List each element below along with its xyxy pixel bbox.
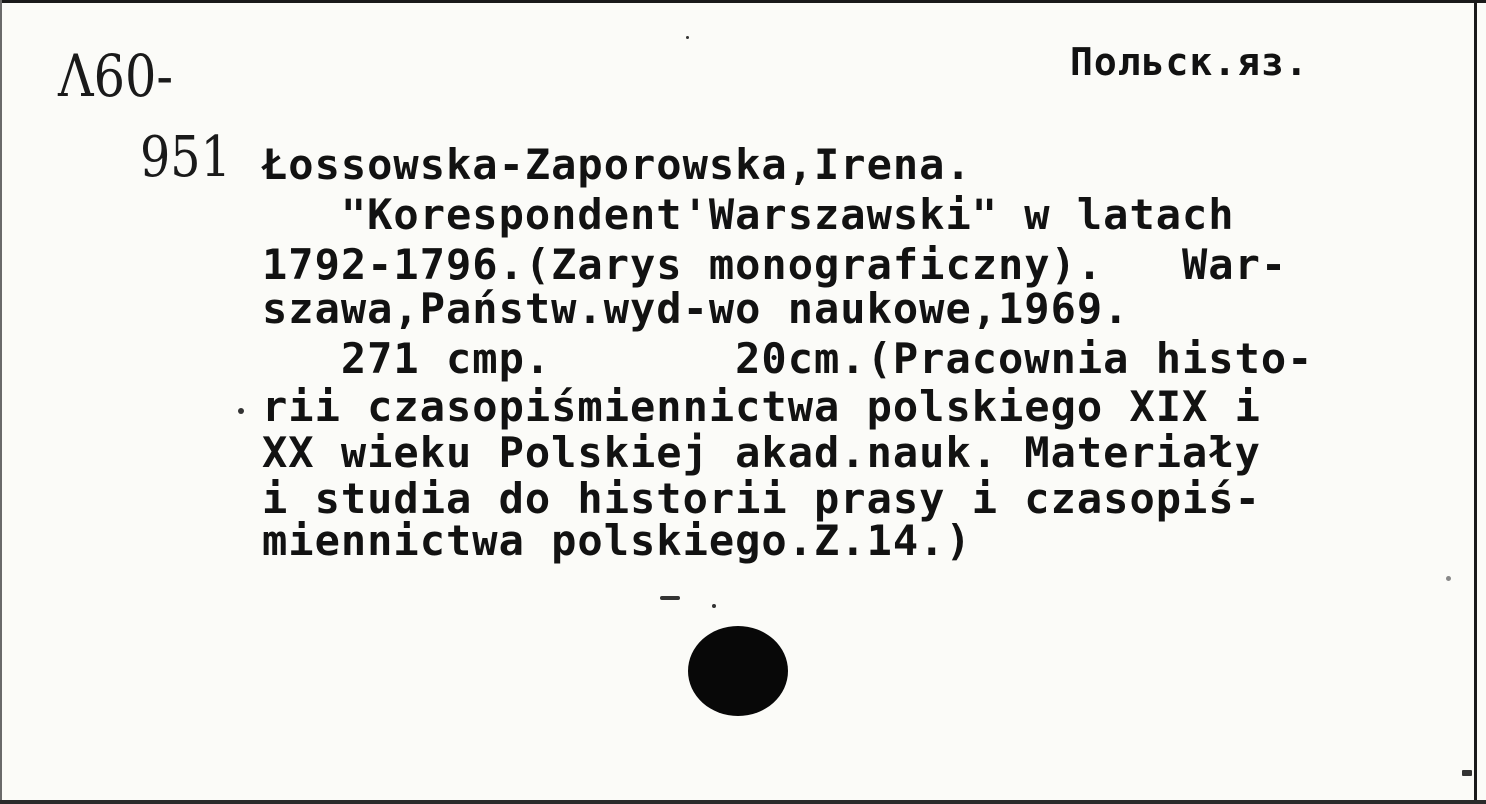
ink-speck [1462,770,1472,776]
author-line: Łossowska-Zaporowska,Irena. [262,140,972,189]
collation-line: 271 cmp. 20cm.(Pracownia histo- [262,334,1314,383]
ink-speck [238,408,244,414]
imprint-line: szawa,Państw.wyd-wo naukowe,1969. [262,284,1130,333]
card-punch-hole [688,626,788,716]
ink-speck [660,596,680,600]
language-heading: Польск.яз. [1070,40,1309,84]
card-left-edge [0,0,2,804]
ink-speck [1446,576,1451,581]
series-line-1: rii czasopiśmiennictwa polskiego XIX i [262,382,1261,431]
card-bottom-edge [0,800,1486,804]
shelf-mark-line-2: 951 [140,125,231,190]
series-line-2: XX wieku Polskiej akad.nauk. Materiały [262,428,1261,477]
card-right-edge [1474,0,1477,804]
series-line-4: miennictwa polskiego.Z.14.) [262,516,972,565]
title-line-1: "Korespondent'Warszawski" w latach [262,190,1235,239]
card-top-edge [0,0,1486,3]
shelf-mark-line-1: Λ60- [58,42,174,110]
ink-speck [712,604,716,608]
series-line-3: i studia do historii prasy i czasopiś- [262,474,1261,523]
title-line-2: 1792-1796.(Zarys monograficzny). War- [262,240,1288,289]
ink-speck [686,36,689,39]
